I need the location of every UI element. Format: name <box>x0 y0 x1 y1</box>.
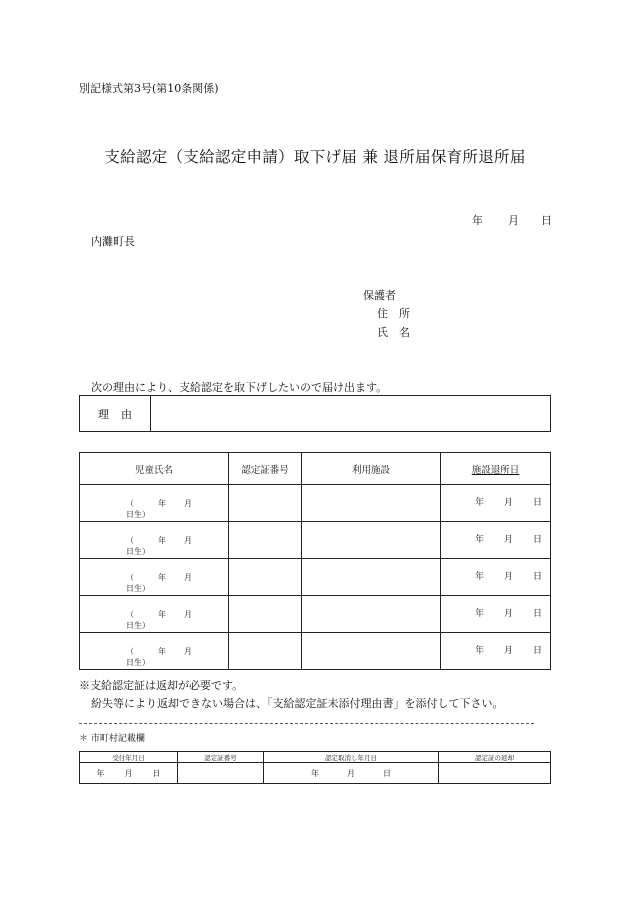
children-table <box>79 452 551 670</box>
certificate-number-cell[interactable] <box>229 633 302 670</box>
table-header-row <box>80 453 551 485</box>
office-header-returned: 認定証の返却 <box>439 752 551 763</box>
birth-date: （ 年 月日生） <box>126 647 192 667</box>
addressee: 内灘町長 <box>91 235 135 248</box>
page-title: 支給認定（支給認定申請）取下げ届 兼 退所届保育所退所届 <box>104 148 526 166</box>
office-returned-cell[interactable] <box>439 763 551 784</box>
child-name-cell[interactable] <box>80 522 229 559</box>
office-header-row <box>80 752 551 763</box>
cut-line <box>79 723 534 724</box>
intro-text: 次の理由により、支給認定を取下げしたいので届け出ます。 <box>91 381 388 394</box>
office-header-received: 受付年月日 <box>80 752 178 763</box>
birth-date: （ 年 月日生） <box>126 610 192 630</box>
certificate-number-cell[interactable] <box>229 485 302 522</box>
withdrawal-date-cell[interactable] <box>441 485 551 522</box>
office-header-revoked: 認定取消し年月日 <box>264 752 439 763</box>
birth-date: （ 年 月日生） <box>126 573 192 593</box>
office-row <box>80 763 551 784</box>
facility-cell[interactable] <box>302 485 441 522</box>
child-name-cell[interactable] <box>80 633 229 670</box>
child-name-cell[interactable] <box>80 596 229 633</box>
reason-field[interactable] <box>151 396 551 432</box>
facility-cell[interactable] <box>302 633 441 670</box>
birth-date: （ 年 月日生） <box>126 499 192 519</box>
office-use-table <box>79 751 551 784</box>
table-row <box>80 485 551 522</box>
form-number: 別記様式第3号(第10条関係) <box>79 82 219 95</box>
certificate-number-cell[interactable] <box>229 559 302 596</box>
header-certificate-number: 認定証番号 <box>229 453 302 485</box>
reason-table <box>79 395 551 432</box>
header-facility: 利用施設 <box>302 453 441 485</box>
withdrawal-date-cell[interactable] <box>441 559 551 596</box>
certificate-number-cell[interactable] <box>229 596 302 633</box>
submit-date-year: 年 <box>472 214 483 227</box>
header-child-name: 児童氏名 <box>80 453 229 485</box>
withdrawal-date: 年 月 日 <box>474 609 542 619</box>
facility-cell[interactable] <box>302 522 441 559</box>
table-row <box>80 633 551 670</box>
withdrawal-date: 年 月 日 <box>474 646 542 656</box>
note-return-required: ※支給認定証は返却が必要です。 <box>79 679 244 692</box>
office-cert-number-cell[interactable] <box>178 763 264 784</box>
office-header-cert-number: 認定証番号 <box>178 752 264 763</box>
withdrawal-date: 年 月 日 <box>474 572 542 582</box>
office-revoked-cell[interactable] <box>264 763 439 784</box>
child-name-cell[interactable] <box>80 559 229 596</box>
submit-date-month: 月 <box>508 214 519 227</box>
office-received-cell[interactable] <box>80 763 178 784</box>
withdrawal-date-cell[interactable] <box>441 633 551 670</box>
withdrawal-date: 年 月 日 <box>474 535 542 545</box>
table-row <box>80 522 551 559</box>
child-name-cell[interactable] <box>80 485 229 522</box>
office-use-label: ＊ 市町村記載欄 <box>79 734 145 744</box>
birth-date: （ 年 月日生） <box>126 536 192 556</box>
submit-date-day: 日 <box>541 214 552 227</box>
withdrawal-date-cell[interactable] <box>441 522 551 559</box>
guardian-label: 保護者 <box>363 289 396 302</box>
table-row <box>80 596 551 633</box>
certificate-number-cell[interactable] <box>229 522 302 559</box>
guardian-address-label: 住 所 <box>377 307 410 320</box>
facility-cell[interactable] <box>302 596 441 633</box>
facility-cell[interactable] <box>302 559 441 596</box>
guardian-name-label: 氏 名 <box>377 326 410 339</box>
note-lost-certificate: 紛失等により返却できない場合は、「支給認定証未添付理由書」を添付して下さい。 <box>91 697 504 710</box>
table-row <box>80 559 551 596</box>
header-withdrawal-date: 施設退所日 <box>471 464 520 476</box>
office-received-date: 年 月 日 <box>96 768 161 778</box>
withdrawal-date: 年 月 日 <box>474 498 542 508</box>
reason-label: 理由 <box>80 396 151 432</box>
withdrawal-date-cell[interactable] <box>441 596 551 633</box>
office-revoked-date: 年 月 日 <box>311 768 391 778</box>
